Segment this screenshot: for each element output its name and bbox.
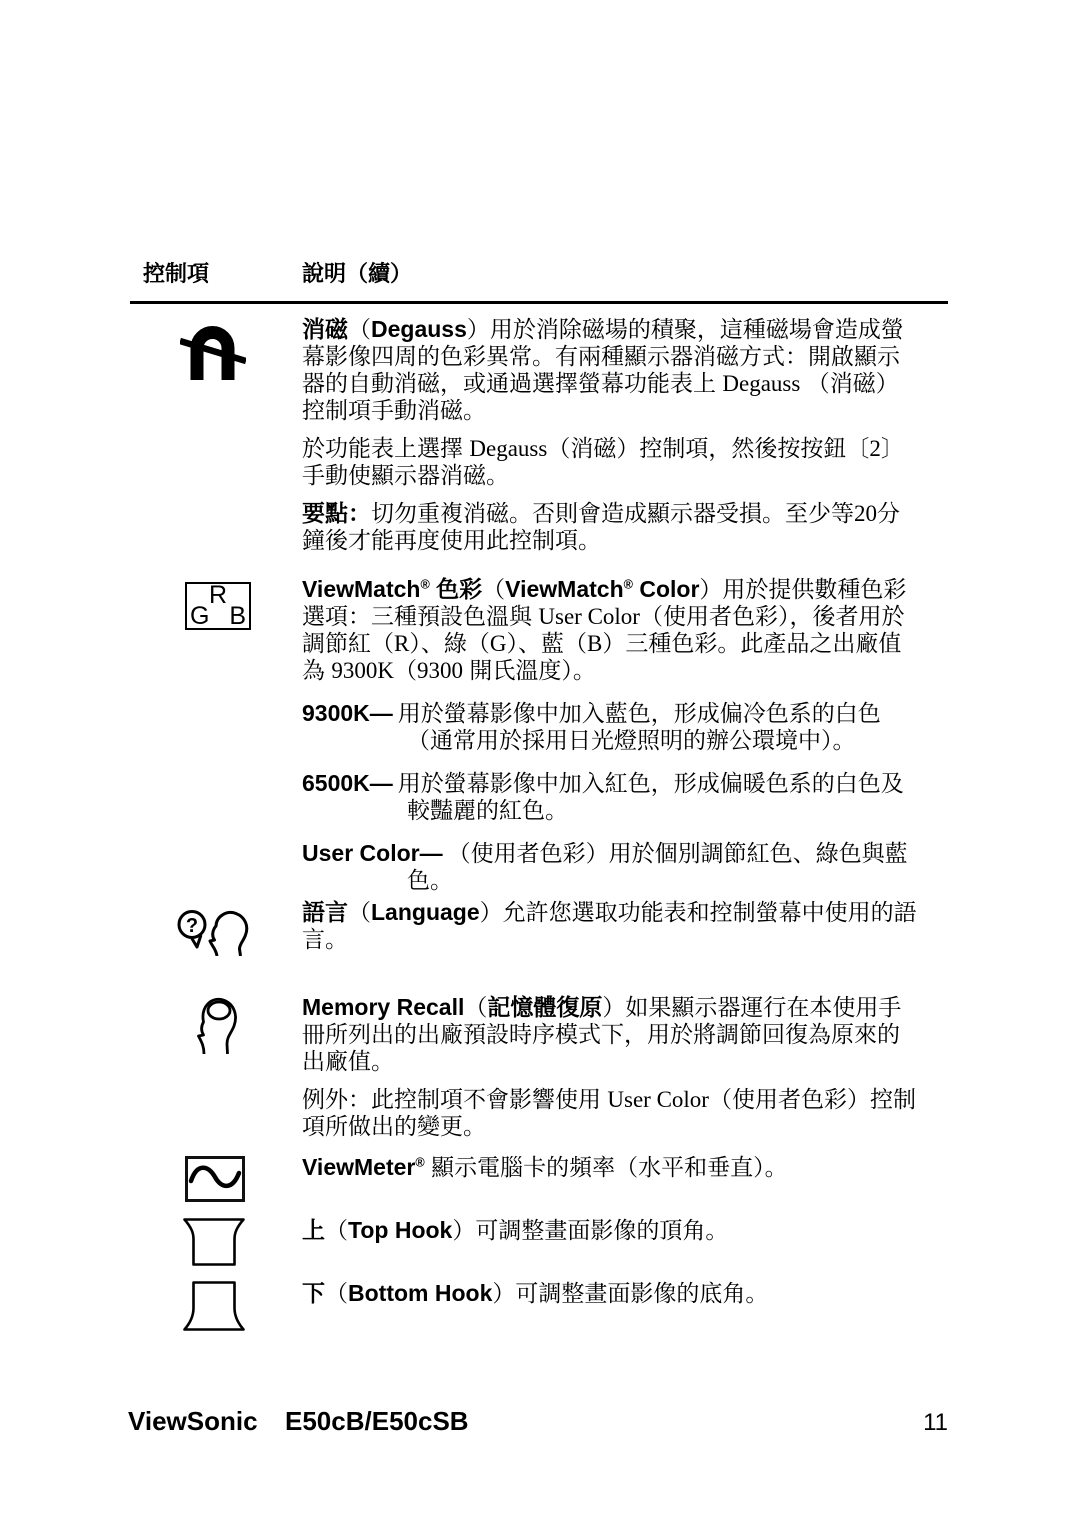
bottom-hook-section <box>302 1280 917 1307</box>
header-control-column: 控制項 <box>143 261 210 286</box>
viewmeter-icon <box>185 1156 245 1202</box>
viewmeter-section <box>302 1154 917 1181</box>
rgb-letter-b: B <box>229 602 246 630</box>
subitem-user-color <box>302 840 917 894</box>
memory-recall-description: Memory Recall（記憶體復原）如果顯示器運行在本使用手冊所列出的出廠預設時序模式下，用於將調節回復為原來的出廠值。 <box>302 994 902 1074</box>
subitem-6500k <box>302 770 917 824</box>
degauss-description: 消磁（Degauss）用於消除磁場的積聚，這種磁場會造成螢幕影像四周的色彩異常。有兩種顯示器消磁方式：開啟顯示器的自動消磁，或通過選擇螢幕功能表上 Degauss （消磁）控制項手動消磁。 <box>302 316 904 423</box>
bottom-hook-icon <box>183 1281 245 1337</box>
bottom-hook-description: 下（Bottom Hook）可調整畫面影像的底角。 <box>302 1280 769 1306</box>
footer-model: E50cB/E50cSB <box>285 1406 469 1436</box>
top-hook-section <box>302 1217 917 1244</box>
top-hook-icon <box>183 1218 245 1272</box>
header-description-column: 說明（續） <box>302 261 413 286</box>
language-icon <box>176 908 252 962</box>
memory-recall-section <box>302 994 917 1140</box>
language-description: 語言（Language）允許您選取功能表和控制螢幕中使用的語言。 <box>302 899 917 952</box>
page-number: 11 <box>923 1409 948 1436</box>
subitem-user-color-text: （使用者色彩）用於個別調節紅色、綠色與藍色。 <box>407 840 908 893</box>
header-divider <box>130 301 948 304</box>
memory-recall-exception: 例外：此控制項不會影響使用 User Color（使用者色彩）控制項所做出的變更。 <box>302 1086 916 1139</box>
subitem-6500k-label: 6500K— <box>302 770 393 796</box>
subitem-user-color-label: User Color— <box>302 840 443 866</box>
top-hook-description: 上（Top Hook）可調整畫面影像的頂角。 <box>302 1217 729 1243</box>
memory-recall-icon <box>190 994 240 1060</box>
degauss-manual-instruction: 於功能表上選擇 Degauss（消磁）控制項，然後按按鈕〔2〕手動使顯示器消磁。 <box>302 435 904 488</box>
viewmatch-description: ViewMatch® 色彩（ViewMatch® Color）用於提供數種色彩選項：三種預設色溫與 User Color（使用者色彩），後者用於調節紅（R）、綠（G）、藍（B）三種色彩。此產品之出廠值為 9300K（9300 開氏溫度）。 <box>302 576 907 683</box>
subitem-9300k-label: 9300K— <box>302 700 393 726</box>
degauss-icon <box>180 318 246 386</box>
subitem-6500k-text: 用於螢幕影像中加入紅色，形成偏暖色系的白色及較豔麗的紅色。 <box>397 770 904 823</box>
subitem-9300k-text: 用於螢幕影像中加入藍色，形成偏冷色系的白色（通常用於採用日光燈照明的辦公環境中）。 <box>397 700 881 753</box>
viewmatch-section <box>302 576 917 894</box>
footer-brand: ViewSonic <box>128 1406 258 1436</box>
degauss-warning: 要點：切勿重複消磁。否則會造成顯示器受損。至少等20分鐘後才能再度使用此控制項。 <box>302 500 900 553</box>
viewmatch-rgb-icon <box>185 582 251 630</box>
viewmeter-description: ViewMeter® 顯示電腦卡的頻率（水平和垂直）。 <box>302 1154 788 1180</box>
degauss-section <box>302 316 917 554</box>
language-section <box>302 899 917 953</box>
rgb-letter-g: G <box>190 602 210 630</box>
subitem-9300k <box>302 700 917 754</box>
question-mark-glyph: ? <box>185 915 199 937</box>
rgb-letter-r: R <box>208 581 228 609</box>
